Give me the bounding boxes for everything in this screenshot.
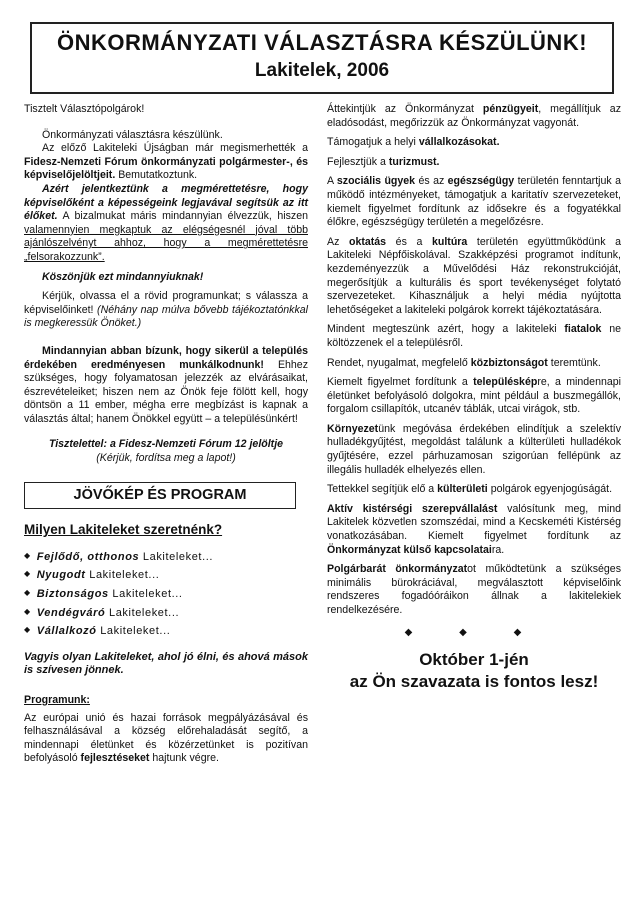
diamond-bullet-icon: ◆	[24, 569, 31, 579]
list-item: ◆ Fejlődő, otthonos Lakiteleket...	[24, 550, 214, 563]
diamond-bullet-icon: ◆	[24, 588, 31, 598]
paragraph-2: Az előző Lakiteleki Újságban már megismerhették a Fidesz-Nemzeti Fórum önkormányzati polgármester-, és képviselőjelöltjeit. Bemutatkoztunk.	[24, 142, 308, 182]
closing-line-1: Október 1-jén	[419, 650, 529, 670]
list-item: ◆ Vendégváró Lakiteleket...	[24, 606, 180, 619]
education-paragraph: Az oktatás és a kultúra területén együttműködünk a Lakiteleki Népfőiskolával. Szakképzési programot indítunk, kezdeményezzük a Művelődési Ház rekonstrukcióját, megerősítjük a kulturális és sport tevékenységet folytató szervezeteket. Kihasználjuk a helyi média nyújtotta lehetőségeket a lakiteleki polgárok korrekt tájékoztatására.	[327, 235, 621, 316]
security-paragraph: Rendet, nyugalmat, megfelelő közbiztonságot teremtünk.	[327, 356, 601, 369]
thanks-line: Köszönjük ezt mindannyiuknak!	[42, 270, 204, 283]
list-item: ◆ Vállalkozó Lakiteleket...	[24, 625, 171, 638]
title-box	[30, 22, 614, 94]
outskirts-paragraph: Tettekkel segítjük elő a külterületi polgárok egyenjogúságát.	[327, 483, 613, 496]
finance-paragraph: Áttekintjük az Önkormányzat pénzügyeit, megállítjuk az eladósodást, megőrizzük az Önkormányzat vagyonát.	[327, 103, 621, 129]
program-heading: Programunk:	[24, 694, 90, 706]
paragraph-5: Kérjük, olvassa el a rövid programunkat; s válassza a képviselőinket! (Néhány nap múlva bővebb tájékoztatónkkal is megkeressük Önöket.)	[24, 290, 308, 330]
list-item: ◆ Biztonságos Lakiteleket...	[24, 588, 183, 601]
paragraph-1: Önkormányzati választásra készülünk.	[42, 128, 223, 141]
social-paragraph: A szociális ügyek és az egészségügy területén fenntartjuk a működő intézményeket, támogatjuk a karitatív szervezeteket, kiemelt figyelmet fordítunk az idősekre és a fogyatékkal élőkre, egészségügy területén a megelőzésre.	[327, 175, 621, 229]
page-title: ÖNKORMÁNYZATI VÁLASZTÁSRA KÉSZÜLÜNK!	[56, 30, 588, 55]
diamond-bullet-icon: ◆	[24, 550, 31, 560]
section-title-box: JÖVŐKÉP ÉS PROGRAM	[24, 482, 296, 510]
tourism-paragraph: Fejlesztjük a turizmust.	[327, 155, 440, 168]
paragraph-3: Azért jelentkeztünk a megmérettetésre, hogy képviselőként a képességeink legjavával segítsük az itt élőket. A bizalmukat máris mindannyian élvezzük, hiszen valamennyien megkaptuk az elégségesnél jóval több ajánlószelvényt ahhoz, hogy a megmérettetésre „felsorakozzunk”.	[24, 182, 308, 263]
vision-statement: Vagyis olyan Lakiteleket, ahol jó élni, és ahová mások is szívesen jönnek.	[24, 650, 308, 677]
environment-paragraph: Környezetünk megóvása érdekében elindítjuk a szelektív hulladékgyűjtést, megoldást találunk a külterületi hulladékok gyűjtésére, ezzel párhuzamosan szigorúan fellépünk az illegális hulladék elhelyezés ellen.	[327, 422, 621, 476]
list-item: ◆ Nyugodt Lakiteleket...	[24, 569, 160, 582]
paragraph-6: Mindannyian abban bízunk, hogy sikerül a település érdekében eredményesen munkálkodnunk! Ehhez szükséges, hogy folyamatosan jelezzék az elvárásaikat, észrevételeiket; hiszen nem az Önök feje fölött kell, hogy döntsön a 11 ember, mégha erre megbízást is kapnak a választás által; hanem Önökkel együtt – a településünkért!	[24, 344, 308, 425]
business-paragraph: Támogatjuk a helyi vállalkozásokat.	[327, 136, 500, 149]
program-text: Az európai unió és hazai források megpályázásával és felhasználásával a község előrehaladását segítő, a mindennapi életünket és közérzetünket is pozitívan befolyásoló fejlesztéseket hajtunk végre.	[24, 711, 308, 765]
diamond-divider-icon: ◆ ◆ ◆	[404, 626, 544, 638]
left-column	[24, 103, 308, 772]
youth-paragraph: Mindent megteszünk azért, hogy a lakiteleki fiatalok ne költözzenek el a településről.	[327, 323, 621, 349]
region-paragraph: Aktív kistérségi szerepvállalást valósítunk meg, mind Lakitelek közvetlen szomszédai, mind a Kecskeméti Kistérség vonatkozásában. Kiemelt figyelmet fordítunk az Önkormányzat külső kapcsolataira.	[327, 502, 622, 556]
signature: Tisztelettel: a Fidesz-Nemzeti Fórum 12 jelöltje	[48, 438, 284, 451]
diamond-bullet-icon: ◆	[24, 625, 31, 635]
vision-list	[24, 549, 308, 639]
citizen-paragraph: Polgárbarát önkormányzatot működtetünk a szükséges minimális bürokráciával, megválasztott képviselőink rendszeres fogadóóráikon állnak a lakitelekiek rendelkezésére.	[327, 563, 621, 616]
right-column	[327, 103, 621, 693]
greeting: Tisztelt Választópolgárok!	[24, 103, 145, 115]
townscape-paragraph: Kiemelt figyelmet fordítunk a településképre, a mindennapi életünket befolyásoló dolgokra, mint például a buszmegállók, forgalom csillapítók, utcanév táblák, utcai virágok, stb.	[327, 376, 621, 416]
page-subtitle: Lakitelek, 2006	[254, 60, 390, 81]
closing-line-2: az Ön szavazata is fontos lesz!	[349, 672, 599, 692]
vision-question: Milyen Lakiteleket szeretnénk?	[24, 522, 223, 538]
signature-note: (Kérjük, fordítsa meg a lapot!)	[96, 452, 236, 465]
diamond-bullet-icon: ◆	[24, 606, 31, 616]
